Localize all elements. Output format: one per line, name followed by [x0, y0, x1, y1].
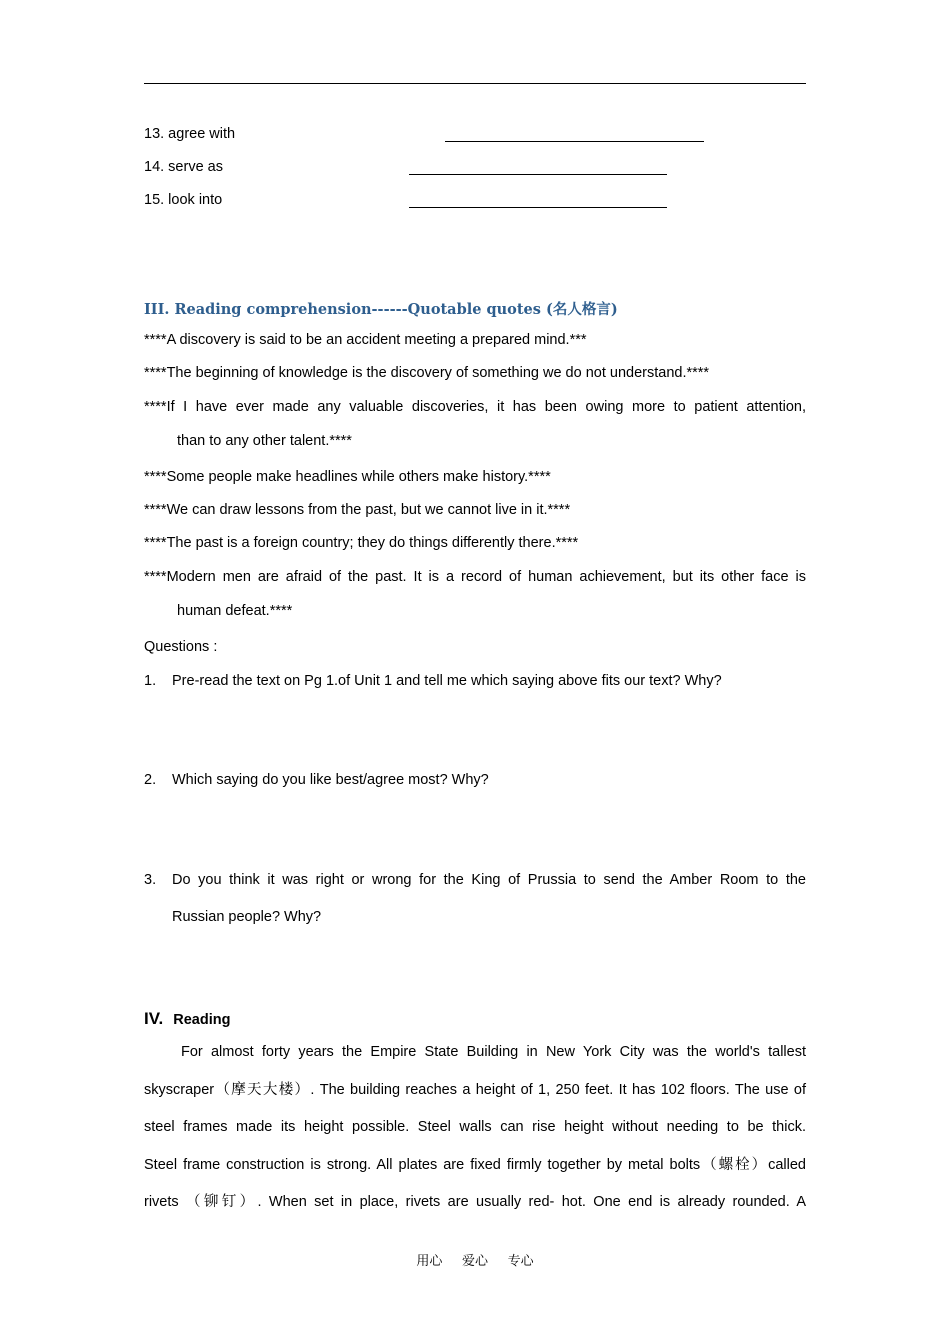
question-3-number: 3. [144, 872, 157, 888]
quote-text-continued: human defeat.**** [177, 603, 293, 619]
section-numeral: IV. [144, 1009, 164, 1028]
question-1-number: 1. [144, 673, 157, 689]
vocab-item-14: 14. serve as [144, 159, 223, 175]
questions-label: Questions : [144, 639, 218, 655]
footer-item: 爱心 [461, 1253, 488, 1268]
quote-text: ****We can draw lessons from the past, but we cannot live in it.**** [144, 502, 571, 518]
answer-blank-13[interactable] [445, 141, 704, 142]
question-2-number: 2. [144, 772, 157, 788]
question-1-text: Pre-read the text on Pg 1.of Unit 1 and tell me which saying above fits our text? Why? [172, 673, 722, 689]
passage-line: steel frames made its height possible. Steel walls can rise height without needing to be thick. [144, 1119, 806, 1135]
passage-line: skyscraper（摩天大楼）. The building reaches a height of 1, 250 feet. It has 102 floors. The use of [144, 1081, 806, 1098]
passage-line: For almost forty years the Empire State Building in New York City was the world's tallest [181, 1044, 806, 1060]
footer-item: 专心 [507, 1253, 534, 1268]
question-3-text-continued: Russian people? Why? [172, 909, 322, 925]
quote-4 [144, 469, 806, 485]
quote-text: ****A discovery is said to be an accident meeting a prepared mind.*** [144, 332, 587, 348]
quote-3 [144, 399, 806, 449]
quote-2 [144, 365, 806, 381]
answer-blank-15[interactable] [409, 207, 667, 208]
quote-7 [144, 569, 806, 619]
section-title: Reading [173, 1012, 231, 1028]
quote-text: ****The beginning of knowledge is the discovery of something we do not understand.**** [144, 365, 710, 381]
vocab-item-13: 13. agree with [144, 126, 236, 142]
quote-5 [144, 502, 806, 518]
passage-line: Steel frame construction is strong. All plates are fixed firmly together by metal bolts（螺栓）called [144, 1156, 806, 1173]
question-2-text: Which saying do you like best/agree most? Why? [172, 772, 489, 788]
page-footer [0, 1250, 950, 1269]
answer-blank-14[interactable] [409, 174, 667, 175]
question-3-text: Do you think it was right or wrong for the King of Prussia to send the Amber Room to the [172, 872, 806, 888]
reading-passage [144, 1042, 806, 1230]
quote-text: ****Modern men are afraid of the past. It is a record of human achievement, but its other face is [144, 569, 806, 585]
quote-text: ****If I have ever made any valuable discoveries, it has been owing more to patient attention, [144, 399, 806, 415]
vocab-item-15: 15. look into [144, 192, 223, 208]
quote-text: ****The past is a foreign country; they do things differently there.**** [144, 535, 579, 551]
quote-text-continued: than to any other talent.**** [177, 433, 352, 449]
footer-item: 用心 [416, 1253, 443, 1268]
section-title-reading-comprehension: III. Reading comprehension------Quotable quotes (名人格言) [144, 301, 618, 318]
quote-6 [144, 535, 806, 551]
passage-line: rivets （铆钉）. When set in place, rivets are usually red- hot. One end is already rounded. A [144, 1194, 806, 1210]
header-rule [144, 83, 806, 84]
section-heading-reading [144, 1009, 230, 1029]
quote-text: ****Some people make headlines while others make history.**** [144, 469, 551, 485]
quote-1 [144, 332, 806, 348]
